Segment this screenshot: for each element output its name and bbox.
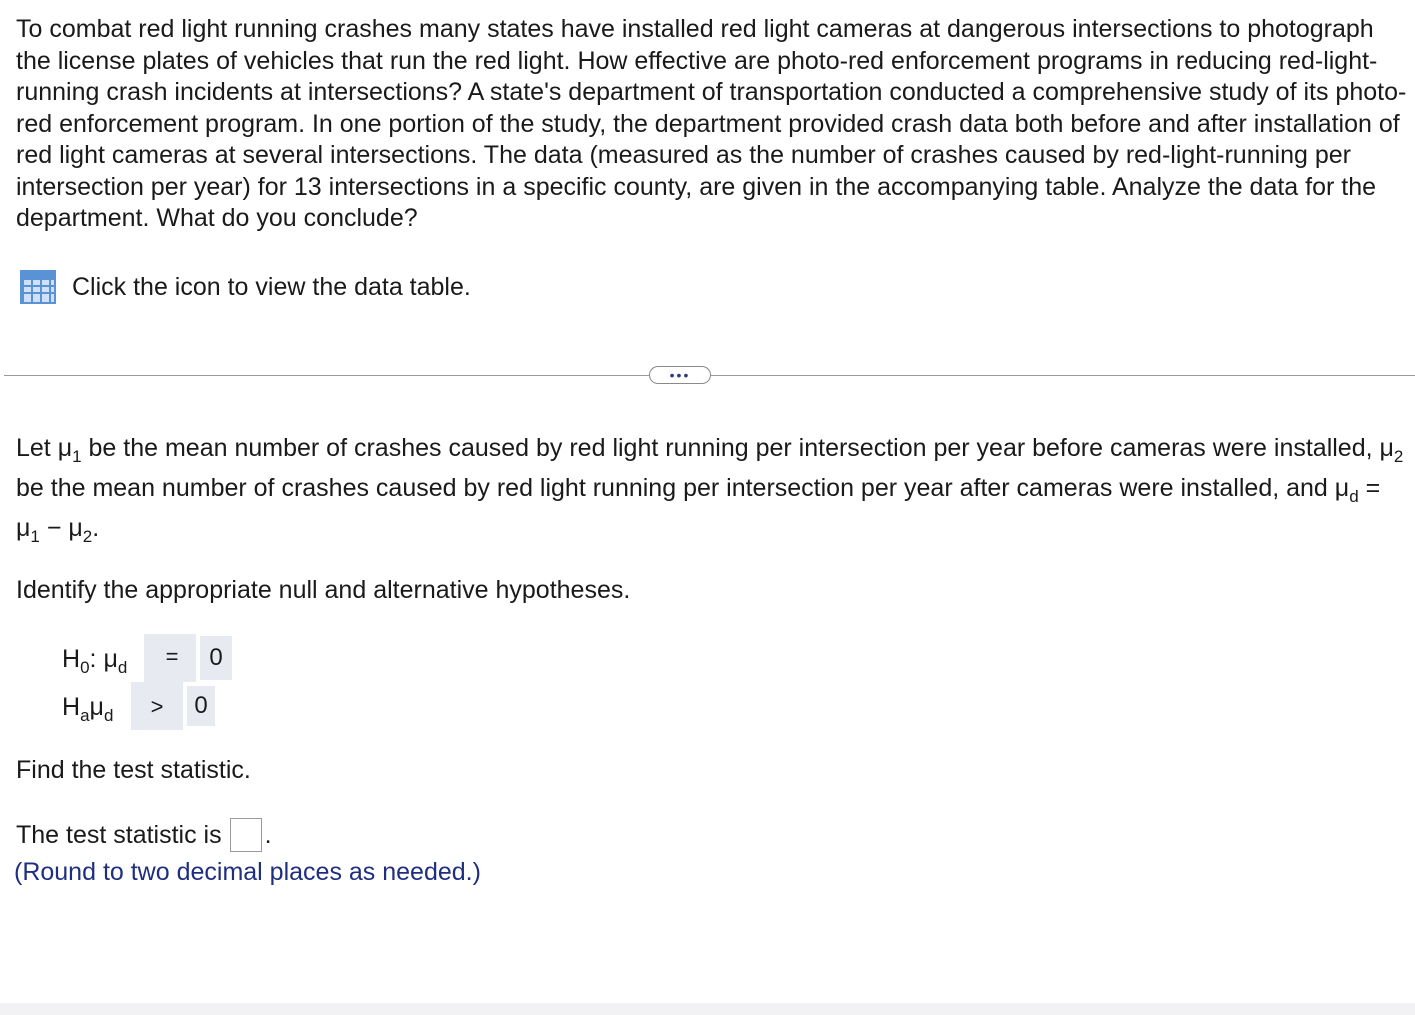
view-data-table-link[interactable] [20, 270, 471, 304]
alternative-hypothesis: $H_a\mu_d$ [62, 692, 114, 725]
question-text: To combat red light running crashes many states have installed red light cameras at dangerous intersections to photograph the license plates of vehicles that run the red light. How effective are photo-red enforcement programs in reducing red-light-running crash incidents at intersections? A state's department of transportation conducted a comprehensive study of its photo-red enforcement program. In one portion of the study, the department provided crash data both before and after installation of red light cameras at several intersections. The data (measured as the number of crashes caused by red-light-running per intersection per year) for 13 intersections in a specific county, are given in the accompanying table. Analyze the data for the department. What do you conclude? [16, 15, 1407, 232]
more-options-button[interactable]: ••• [649, 366, 711, 384]
test-statistic-label: The test statistic is [16, 820, 222, 849]
test-statistic-input[interactable] [230, 818, 262, 852]
hypotheses-prompt: Identify the appropriate null and alternative hypotheses. [16, 576, 631, 604]
null-operator-select[interactable]: = [165, 644, 179, 669]
answer-period: . [264, 820, 272, 849]
test-statistic-answer [16, 818, 272, 852]
footer-bar [0, 1003, 1415, 1015]
alternative-operator-select[interactable]: > [150, 694, 164, 719]
null-value-input[interactable]: 0 [200, 636, 232, 680]
data-link-label[interactable]: Click the icon to view the data table. [72, 272, 471, 301]
test-statistic-prompt: Find the test statistic. [16, 756, 251, 784]
alternative-value-input[interactable]: 0 [187, 686, 215, 726]
null-hypothesis: $H_0$: $\mu_d$ [62, 644, 128, 677]
definitions-text: Let $\mu_1$ be the mean number of crashes caused by red light running per intersection per year before cameras were installed, $\mu_2$ be the mean number of crashes caused by red light running per intersection per year after cameras were installed, and $\mu_d = \mu_1 - \mu_2$. [16, 434, 1404, 546]
rounding-note: (Round to two decimal places as needed.) [14, 858, 481, 886]
table-grid-icon[interactable] [20, 270, 56, 304]
